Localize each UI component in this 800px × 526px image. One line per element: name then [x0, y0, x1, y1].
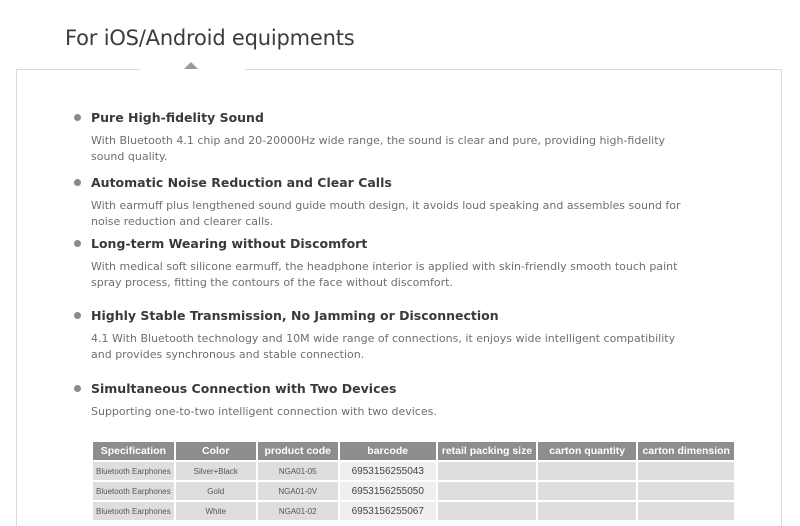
- cell-product-code: NGA01-05: [258, 462, 338, 480]
- bullet-icon: [74, 240, 81, 247]
- table-row: [93, 502, 734, 520]
- column-header-barcode: barcode: [340, 442, 436, 460]
- feature-heading: Long-term Wearing without Discomfort: [91, 236, 368, 251]
- cell-barcode: 6953156255050: [340, 482, 436, 500]
- cell-color: White: [176, 502, 256, 520]
- cell-retail-packing-size: [438, 482, 536, 500]
- spec-table: [91, 440, 736, 522]
- cell-retail-packing-size: [438, 502, 536, 520]
- cell-color: Gold: [176, 482, 256, 500]
- feature-description: With earmuff plus lengthened sound guide mouth design, it avoids loud speaking and assembles sound for noise reduction and clearer calls.: [91, 199, 681, 228]
- cell-carton-dimension: [638, 482, 734, 500]
- feature-description: Supporting one-to-two intelligent connection with two devices.: [91, 405, 437, 418]
- bullet-icon: [74, 385, 81, 392]
- table-header-row: [93, 442, 734, 460]
- bullet-icon: [74, 114, 81, 121]
- feature-heading: Highly Stable Transmission, No Jamming or Disconnection: [91, 308, 499, 323]
- cell-specification: Bluetooth Earphones: [93, 502, 174, 520]
- cell-carton-quantity: [538, 502, 636, 520]
- feature-heading: Pure High-fidelity Sound: [91, 110, 264, 125]
- cell-carton-dimension: [638, 502, 734, 520]
- cell-specification: Bluetooth Earphones: [93, 462, 174, 480]
- bullet-icon: [74, 312, 81, 319]
- table-row: [93, 462, 734, 480]
- cell-barcode: 6953156255043: [340, 462, 436, 480]
- feature-description: With Bluetooth 4.1 chip and 20-20000Hz wide range, the sound is clear and pure, providing high-fidelity sound quality.: [91, 134, 666, 163]
- feature-heading: Simultaneous Connection with Two Devices: [91, 381, 397, 396]
- column-header-carton-dimension: carton dimension: [638, 442, 734, 460]
- cell-barcode: 6953156255067: [340, 502, 436, 520]
- page-title: For iOS/Android equipments: [65, 26, 355, 50]
- table-row: [93, 482, 734, 500]
- column-header-color: Color: [176, 442, 256, 460]
- column-header-specification: Specification: [93, 442, 174, 460]
- cell-product-code: NGA01-02: [258, 502, 338, 520]
- column-header-retail-packing-size: retail packing size: [438, 442, 536, 460]
- cell-color: Silver+Black: [176, 462, 256, 480]
- column-header-carton-quantity: carton quantity: [538, 442, 636, 460]
- cell-carton-quantity: [538, 462, 636, 480]
- cell-retail-packing-size: [438, 462, 536, 480]
- cell-product-code: NGA01-0V: [258, 482, 338, 500]
- cell-carton-quantity: [538, 482, 636, 500]
- feature-description: With medical soft silicone earmuff, the headphone interior is applied with skin-friendly smooth touch paint spray process, fitting the contours of the face without discomfort.: [91, 260, 678, 289]
- column-header-product-code: product code: [258, 442, 338, 460]
- cell-specification: Bluetooth Earphones: [93, 482, 174, 500]
- feature-description: 4.1 With Bluetooth technology and 10M wide range of connections, it enjoys wide intelligent compatibility and provides synchronous and stable connection.: [91, 332, 676, 361]
- feature-heading: Automatic Noise Reduction and Clear Calls: [91, 175, 392, 190]
- cell-carton-dimension: [638, 462, 734, 480]
- bullet-icon: [74, 179, 81, 186]
- caret-up-icon: [184, 62, 198, 69]
